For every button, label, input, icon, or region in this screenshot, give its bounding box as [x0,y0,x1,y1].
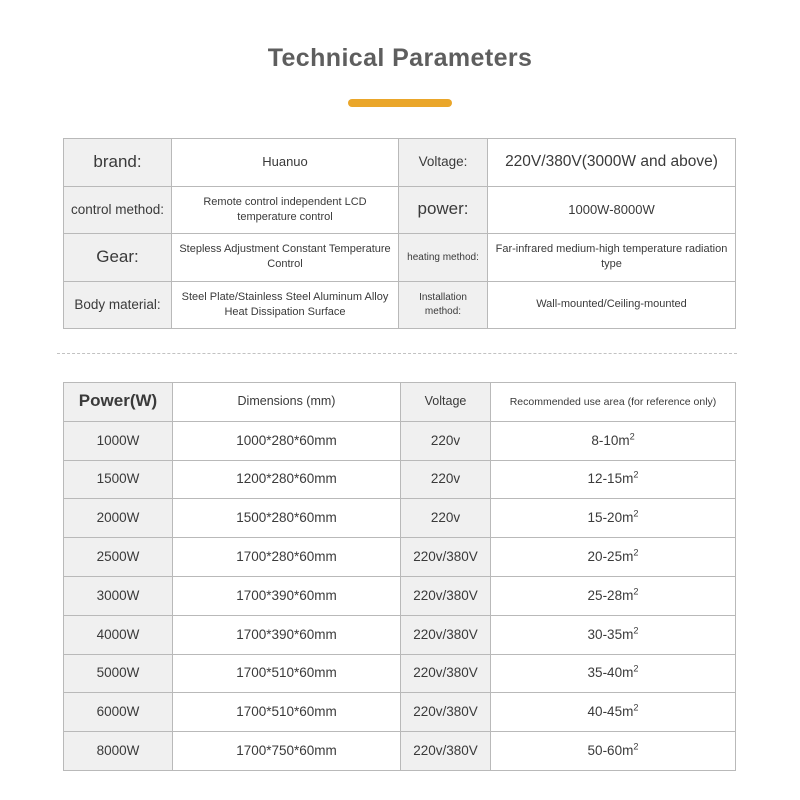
cell-voltage: 220v [401,460,491,499]
page-header [0,0,800,107]
cell-area: $40-45m^2$ [491,693,736,732]
param-label-body-material: Body material: [64,281,172,329]
param-value-heating-method: Far-infrared medium-high temperature radiation type [488,234,736,282]
section-divider [57,353,737,354]
area-unit-superscript: 2 [633,702,639,713]
table-header-row [64,383,736,422]
cell-dimensions: 1000*280*60mm [173,421,401,460]
param-label-voltage: Voltage: [399,139,488,187]
param-value-body-material: Steel Plate/Stainless Steel Aluminum Alloy Heat Dissipation Surface [172,281,399,329]
column-header-dimensions: Dimensions (mm) [173,383,401,422]
cell-voltage: 220v/380V [401,538,491,577]
cell-area: $8-10m^2$ [491,421,736,460]
param-value-voltage: 220V/380V(3000W and above) [488,139,736,187]
cell-area: $20-25m^2$ [491,538,736,577]
cell-voltage: 220v/380V [401,576,491,615]
area-unit-superscript: 2 [633,625,639,636]
param-label-heating-method: heating method: [399,234,488,282]
cell-area: $50-60m^2$ [491,732,736,771]
cell-voltage: 220v [401,499,491,538]
cell-power: 4000W [64,615,173,654]
cell-power: 5000W [64,654,173,693]
cell-area: $35-40m^2$ [491,654,736,693]
param-value-installation-method: Wall-mounted/Ceiling-mounted [488,281,736,329]
param-value-brand: Huanuo [172,139,399,187]
table-row [64,499,736,538]
table-row [64,281,736,329]
cell-area: $30-35m^2$ [491,615,736,654]
cell-area: $25-28m^2$ [491,576,736,615]
cell-dimensions: 1700*280*60mm [173,538,401,577]
cell-voltage: 220v [401,421,491,460]
cell-voltage: 220v/380V [401,693,491,732]
param-label-power: power: [399,186,488,234]
table-row [64,693,736,732]
cell-dimensions: 1700*390*60mm [173,576,401,615]
cell-power: 6000W [64,693,173,732]
cell-area: $15-20m^2$ [491,499,736,538]
cell-voltage: 220v/380V [401,615,491,654]
column-header-power: Power(W) [64,383,173,422]
param-label-brand: brand: [64,139,172,187]
table-row [64,732,736,771]
table-row [64,234,736,282]
cell-power: 1500W [64,460,173,499]
table-row [64,139,736,187]
param-value-gear: Stepless Adjustment Constant Temperature Control [172,234,399,282]
cell-dimensions: 1200*280*60mm [173,460,401,499]
parameters-table [63,138,736,329]
cell-area: $12-15m^2$ [491,460,736,499]
table-row [64,576,736,615]
cell-dimensions: 1700*510*60mm [173,654,401,693]
cell-power: 3000W [64,576,173,615]
param-value-power: 1000W-8000W [488,186,736,234]
area-unit-superscript: 2 [633,508,639,519]
cell-dimensions: 1500*280*60mm [173,499,401,538]
param-value-control-method: Remote control independent LCD temperature control [172,186,399,234]
area-unit-superscript: 2 [629,431,635,442]
cell-power: 2000W [64,499,173,538]
cell-dimensions: 1700*390*60mm [173,615,401,654]
area-unit-superscript: 2 [633,586,639,597]
table-row [64,186,736,234]
cell-voltage: 220v/380V [401,732,491,771]
column-header-area: Recommended use area (for reference only) [491,383,736,422]
parameters-table-container [63,138,736,329]
cell-power: 8000W [64,732,173,771]
power-table-body [64,421,736,770]
cell-dimensions: 1700*510*60mm [173,693,401,732]
column-header-voltage: Voltage [401,383,491,422]
area-unit-superscript: 2 [633,469,639,480]
param-label-control-method: control method: [64,186,172,234]
cell-dimensions: 1700*750*60mm [173,732,401,771]
table-row [64,460,736,499]
cell-power: 2500W [64,538,173,577]
table-row [64,421,736,460]
area-unit-superscript: 2 [633,663,639,674]
page-title: Technical Parameters [267,44,533,72]
param-label-gear: Gear: [64,234,172,282]
title-underline-accent [348,99,452,107]
table-row [64,538,736,577]
area-unit-superscript: 2 [633,741,639,752]
param-label-installation-method: Installation method: [399,281,488,329]
table-row [64,654,736,693]
table-row [64,615,736,654]
power-table-container [63,382,736,771]
power-table [63,382,736,771]
area-unit-superscript: 2 [633,547,639,558]
cell-power: 1000W [64,421,173,460]
cell-voltage: 220v/380V [401,654,491,693]
